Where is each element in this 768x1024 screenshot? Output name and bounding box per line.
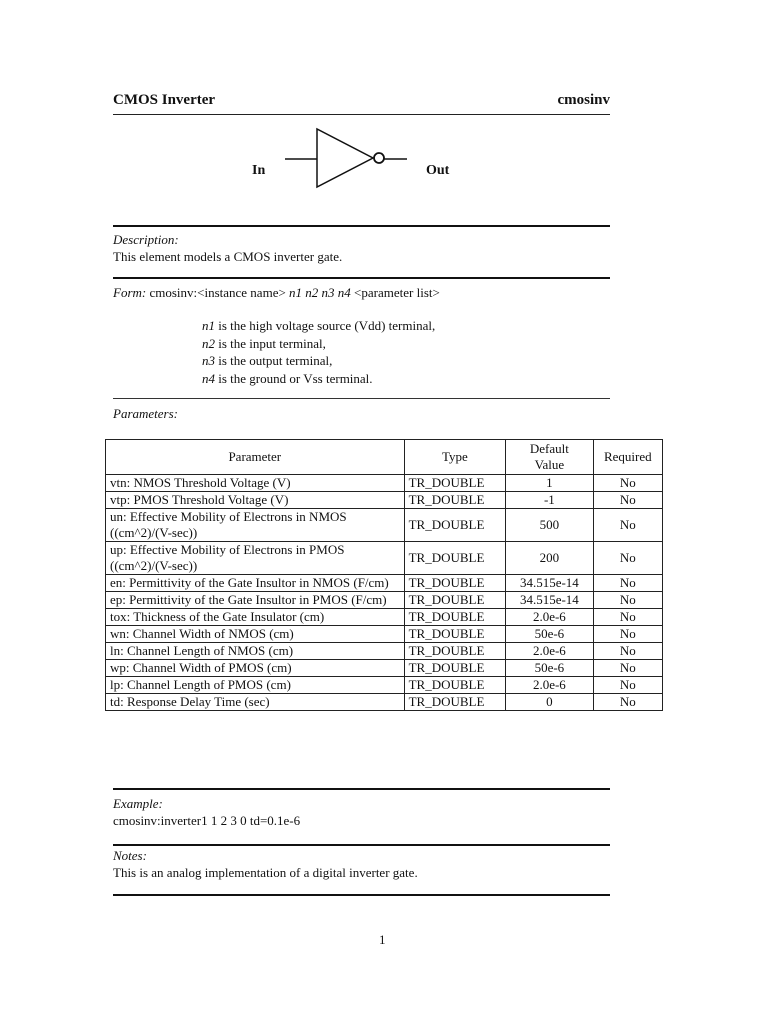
- section-divider: [113, 844, 610, 846]
- header-default-line2: Value: [534, 457, 565, 472]
- cell-default: 200: [506, 542, 593, 575]
- header-required: Required: [593, 440, 662, 475]
- cell-type: TR_DOUBLE: [404, 542, 506, 575]
- header-parameter: Parameter: [106, 440, 405, 475]
- description-text: This element models a CMOS inverter gate.: [113, 249, 343, 264]
- cell-type: TR_DOUBLE: [404, 626, 506, 643]
- example-label: Example:: [113, 796, 163, 811]
- table-row: [106, 509, 663, 542]
- cell-type: TR_DOUBLE: [404, 660, 506, 677]
- cell-default: 2.0e-6: [506, 677, 593, 694]
- cell-type: TR_DOUBLE: [404, 575, 506, 592]
- terminal-node: n1: [202, 318, 215, 333]
- example-text: cmosinv:inverter1 1 2 3 0 td=0.1e-6: [113, 813, 301, 828]
- cell-required: No: [593, 660, 662, 677]
- form-nodes: n1 n2 n3 n4: [289, 285, 351, 300]
- cell-default: -1: [506, 492, 593, 509]
- cell-parameter: vtn: NMOS Threshold Voltage (V): [106, 475, 405, 492]
- cell-type: TR_DOUBLE: [404, 677, 506, 694]
- form-line: [113, 285, 440, 301]
- terminal-node: n4: [202, 370, 215, 386]
- terminal-node: n3: [202, 353, 215, 368]
- cell-type: TR_DOUBLE: [404, 609, 506, 626]
- terminal-desc: is the output terminal,: [218, 353, 333, 368]
- cell-parameter: ln: Channel Length of NMOS (cm): [106, 643, 405, 660]
- table-row: [106, 575, 663, 592]
- cell-required: No: [593, 694, 662, 711]
- element-title: CMOS Inverter: [113, 92, 216, 108]
- table-row: [106, 475, 663, 492]
- cell-required: No: [593, 592, 662, 609]
- header-default: [506, 440, 593, 475]
- terminal-item: [202, 353, 435, 371]
- cell-required: No: [593, 609, 662, 626]
- table-row: [106, 492, 663, 509]
- header-type: Type: [404, 440, 506, 475]
- output-label: Out: [426, 163, 450, 178]
- cell-required: No: [593, 492, 662, 509]
- terminal-desc: is the high voltage source (Vdd) terminal,: [218, 318, 436, 333]
- cell-default: 34.515e-14: [506, 592, 593, 609]
- cell-parameter: tox: Thickness of the Gate Insulator (cm): [106, 609, 405, 626]
- cell-type: TR_DOUBLE: [404, 592, 506, 609]
- cell-required: No: [593, 677, 662, 694]
- page-number: 1: [379, 932, 386, 947]
- notes-text: This is an analog implementation of a digital inverter gate.: [113, 865, 418, 880]
- cell-parameter: wn: Channel Width of NMOS (cm): [106, 626, 405, 643]
- notes-label: Notes:: [113, 848, 147, 863]
- terminal-node: n2: [202, 335, 215, 351]
- terminal-list: [202, 318, 435, 388]
- terminal-item: [202, 336, 435, 354]
- parameters-table: [105, 439, 663, 711]
- cell-parameter: un: Effective Mobility of Electrons in NMOS ((cm^2)/(V-sec)): [106, 509, 405, 542]
- cell-type: TR_DOUBLE: [404, 643, 506, 660]
- form-suffix: <parameter list>: [354, 285, 440, 300]
- section-divider: [113, 398, 610, 399]
- cell-default: 2.0e-6: [506, 643, 593, 660]
- cell-parameter: lp: Channel Length of PMOS (cm): [106, 677, 405, 694]
- cell-default: 0: [506, 694, 593, 711]
- table-row: [106, 694, 663, 711]
- terminal-desc: is the input terminal,: [218, 335, 326, 351]
- cell-default: 1: [506, 475, 593, 492]
- table-row: [106, 677, 663, 694]
- cell-required: No: [593, 509, 662, 542]
- section-divider: [113, 894, 610, 896]
- cell-parameter: td: Response Delay Time (sec): [106, 694, 405, 711]
- cell-type: TR_DOUBLE: [404, 509, 506, 542]
- input-label: In: [252, 163, 266, 178]
- section-divider: [113, 277, 610, 279]
- cell-default: 34.515e-14: [506, 575, 593, 592]
- cell-type: TR_DOUBLE: [404, 475, 506, 492]
- cell-required: No: [593, 475, 662, 492]
- cell-type: TR_DOUBLE: [404, 694, 506, 711]
- parameters-label: Parameters:: [113, 406, 178, 421]
- cell-parameter: vtp: PMOS Threshold Voltage (V): [106, 492, 405, 509]
- cell-required: No: [593, 542, 662, 575]
- table-row: [106, 626, 663, 643]
- header-default-line1: Default: [529, 441, 569, 456]
- terminal-desc: is the ground or Vss terminal.: [218, 370, 373, 386]
- cell-parameter: ep: Permittivity of the Gate Insultor in PMOS (F/cm): [106, 592, 405, 609]
- cell-required: No: [593, 626, 662, 643]
- cell-type: TR_DOUBLE: [404, 492, 506, 509]
- form-prefix: cmosinv:<instance name>: [149, 285, 286, 300]
- cell-default: 2.0e-6: [506, 609, 593, 626]
- table-row: [106, 643, 663, 660]
- cell-required: No: [593, 643, 662, 660]
- cell-parameter: wp: Channel Width of PMOS (cm): [106, 660, 405, 677]
- cell-parameter: up: Effective Mobility of Electrons in PMOS ((cm^2)/(V-sec)): [106, 542, 405, 575]
- description-label: Description:: [113, 232, 179, 247]
- table-row: [106, 592, 663, 609]
- table-header-row: [106, 440, 663, 475]
- cell-default: 50e-6: [506, 660, 593, 677]
- section-divider: [113, 788, 610, 790]
- element-code: cmosinv: [557, 92, 610, 108]
- terminal-item: [202, 318, 435, 336]
- table-row: [106, 660, 663, 677]
- terminal-item: [202, 371, 435, 389]
- inverter-symbol-icon: [285, 122, 415, 202]
- table-row: [106, 609, 663, 626]
- cell-parameter: en: Permittivity of the Gate Insultor in NMOS (F/cm): [106, 575, 405, 592]
- document-header: [113, 92, 610, 115]
- cell-default: 50e-6: [506, 626, 593, 643]
- form-label: Form:: [113, 285, 147, 300]
- table-row: [106, 542, 663, 575]
- cell-default: 500: [506, 509, 593, 542]
- section-divider: [113, 225, 610, 227]
- cell-required: No: [593, 575, 662, 592]
